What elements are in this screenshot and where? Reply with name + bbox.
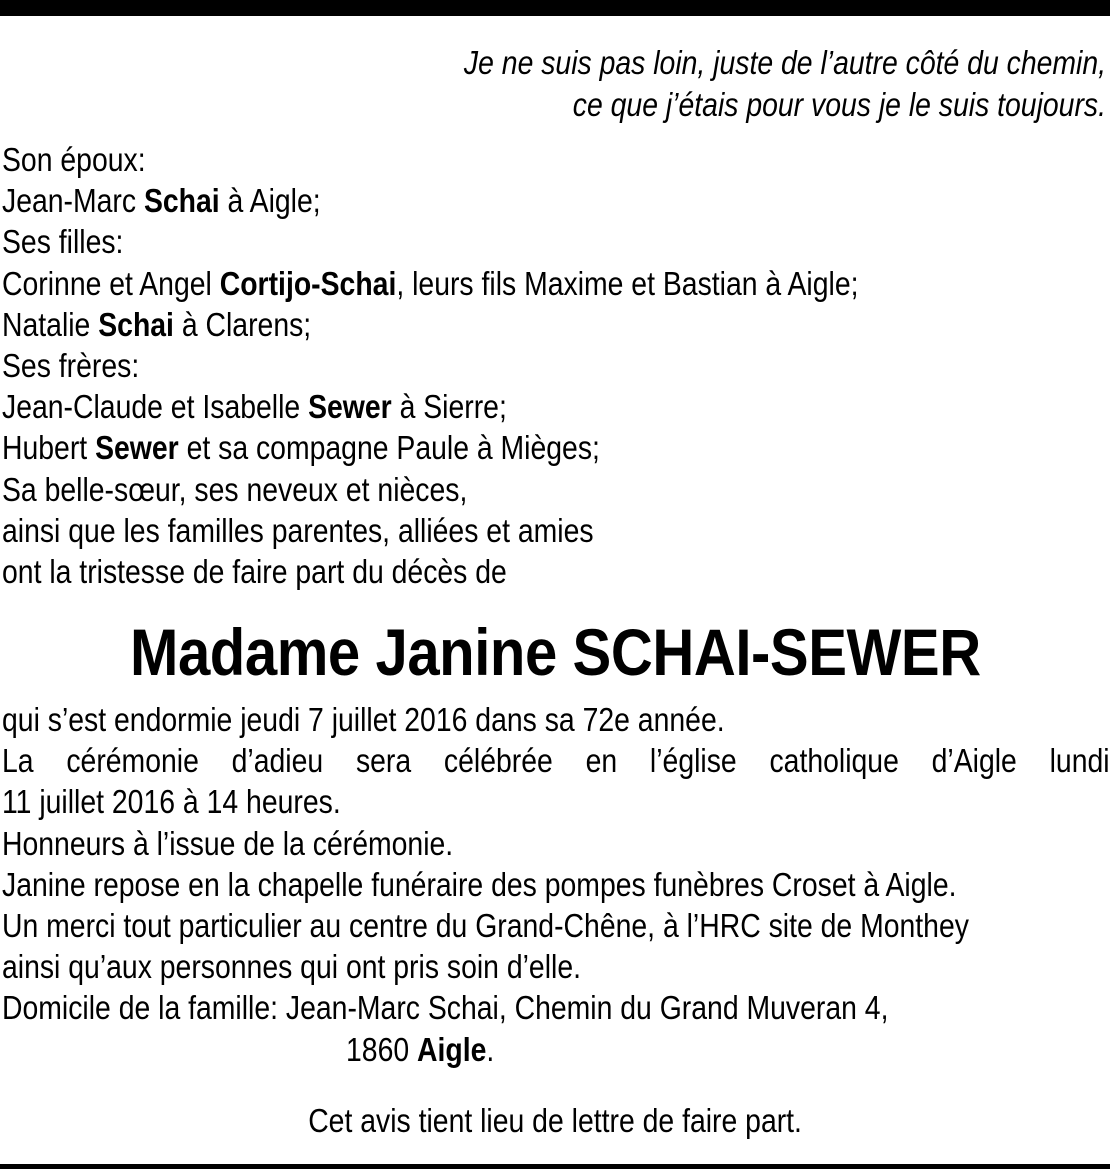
address-city-line: 1860 Aigle.	[346, 1030, 495, 1068]
address-line: Domicile de la famille: Jean-Marc Schai, Chemin du Grand Muveran 4,	[2, 989, 889, 1027]
footer-note	[0, 1100, 1110, 1142]
ceremony-word: catholique	[769, 742, 899, 780]
thanks-line-1: Un merci tout particulier au centre du Grand-Chêne, à l’HRC site de Monthey	[2, 907, 969, 945]
ceremony-date-line: 11 juillet 2016 à 14 heures.	[2, 783, 341, 821]
others-line-2: ainsi que les familles parentes, alliées et amies	[2, 511, 594, 549]
deceased-name: Madame Janine SCHAI-SEWER	[129, 615, 981, 689]
ceremony-word: l’église	[649, 742, 737, 780]
epigraph-line-2: ce que j’étais pour vous je le suis toujours.	[572, 86, 1106, 123]
ceremony-word: La	[2, 742, 34, 780]
ceremony-word: d’Aigle	[931, 742, 1017, 780]
ceremony-line	[2, 740, 1110, 781]
ceremony-word: lundi	[1049, 742, 1110, 780]
epigraph-quote	[332, 42, 1106, 126]
details-block	[2, 699, 1110, 1070]
spouse-line: Jean-Marc Schai à Aigle;	[2, 182, 321, 220]
ceremony-word: en	[585, 742, 618, 780]
epigraph-line-1: Je ne suis pas loin, juste de l’autre côté du chemin,	[463, 44, 1106, 81]
ceremony-word: cérémonie	[66, 742, 199, 780]
thanks-line-2: ainsi qu’aux personnes qui ont pris soin d’elle.	[2, 948, 581, 986]
brother-line-2: Hubert Sewer et sa compagne Paule à Mièges;	[2, 429, 600, 467]
daughter-line-1: Corinne et Angel Cortijo-Schai, leurs fils Maxime et Bastian à Aigle;	[2, 264, 859, 302]
daughter-line-2: Natalie Schai à Clarens;	[2, 305, 312, 343]
passing-line: qui s’est endormie jeudi 7 juillet 2016 dans sa 72e année.	[2, 701, 725, 738]
others-line-1: Sa belle-sœur, ses neveux et nièces,	[2, 470, 468, 508]
ceremony-word: sera	[355, 742, 412, 780]
brother-line-1: Jean-Claude et Isabelle Sewer à Sierre;	[2, 388, 507, 426]
chapel-line: Janine repose en la chapelle funéraire des pompes funèbres Croset à Aigle.	[2, 865, 957, 903]
footer-text: Cet avis tient lieu de lettre de faire part.	[308, 1102, 802, 1139]
top-rule	[0, 0, 1110, 16]
bottom-rule	[0, 1164, 1110, 1169]
daughters-heading: Ses filles:	[2, 223, 124, 261]
ceremony-word: célébrée	[443, 742, 553, 780]
deceased-name-heading	[0, 612, 1110, 692]
ceremony-word: d’adieu	[231, 742, 324, 780]
spouse-heading: Son époux:	[2, 141, 146, 178]
honours-line: Honneurs à l’issue de la cérémonie.	[2, 824, 454, 862]
family-list	[2, 139, 1034, 592]
announcement-line: ont la tristesse de faire part du décès de	[2, 553, 507, 591]
brothers-heading: Ses frères:	[2, 347, 140, 385]
